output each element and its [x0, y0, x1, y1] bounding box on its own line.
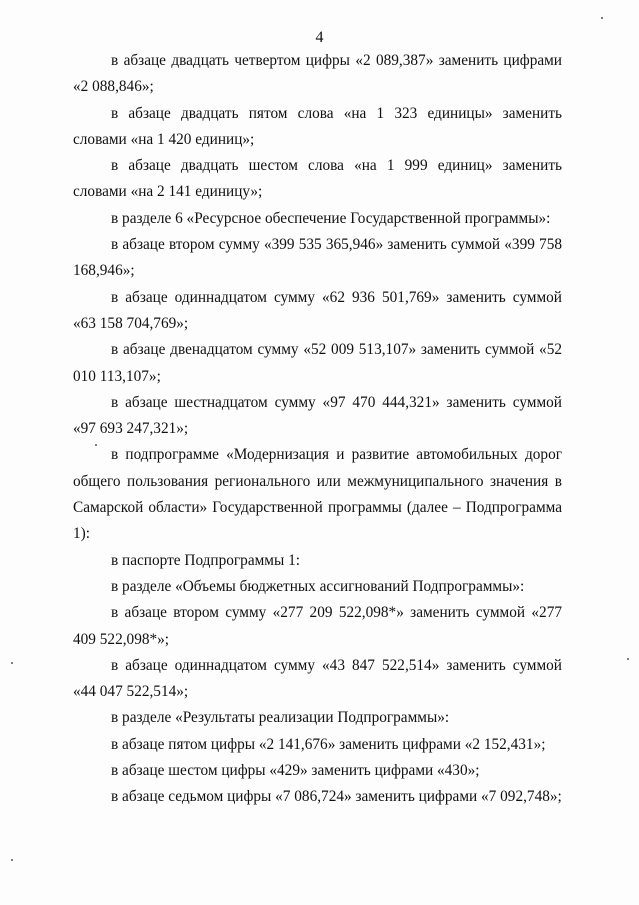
scan-speck [11, 859, 13, 861]
paragraph-12: в абзаце втором сумму «277 209 522,098*» заменить суммой «277 409 522,098*»; [73, 604, 562, 648]
paragraph-17: в абзаце седьмом цифры «7 086,724» заменить цифрами «7 092,748»; [111, 788, 562, 806]
page-number: 4 [315, 29, 324, 46]
paragraph-13: в абзаце одиннадцатом сумму «43 847 522,514» заменить суммой «44 047 522,514»; [73, 656, 562, 701]
paragraph-11: в разделе «Объемы бюджетных ассигнований Подпрограммы»: [111, 577, 525, 595]
paragraph-7: в абзаце двенадцатом сумму «52 009 513,107» заменить суммой «52 010 113,107»; [73, 341, 562, 385]
paragraph-6: в абзаце одиннадцатом сумму «62 936 501,769» заменить суммой «63 158 704,769»; [73, 288, 562, 332]
scan-speck [627, 658, 629, 660]
scan-speck [11, 662, 13, 664]
paragraph-1: в абзаце двадцать четвертом цифры «2 089,387» заменить цифрами «2 088,846»; [73, 52, 562, 96]
paragraph-15: в абзаце пятом цифры «2 141,676» заменить цифрами «2 152,431»; [111, 735, 546, 753]
paragraph-4: в разделе 6 «Ресурсное обеспечение Государственной программы»: [111, 209, 551, 227]
paragraph-2: в абзаце двадцать пятом слова «на 1 323 единицы» заменить словами «на 1 420 единиц»; [73, 104, 562, 148]
scan-speck [95, 444, 97, 446]
paragraph-8: в абзаце шестнадцатом сумму «97 470 444,321» заменить суммой «97 693 247,321»; [73, 393, 562, 438]
paragraph-14: в разделе «Результаты реализации Подпрограммы»: [111, 709, 450, 727]
paragraph-16: в абзаце шестом цифры «429» заменить цифрами «430»; [111, 762, 480, 780]
document-body [73, 48, 562, 811]
paragraph-9: в подпрограмме «Модернизация и развитие автомобильных дорог общего пользования регионального или межмуниципального значения в Самарской области» Государственной программы (далее – Подпрограмма 1): [73, 446, 562, 543]
paragraph-10: в паспорте Подпрограммы 1: [111, 551, 300, 569]
scan-speck [601, 17, 603, 19]
paragraph-5: в абзаце втором сумму «399 535 365,946» заменить суммой «399 758 168,946»; [73, 236, 562, 280]
paragraph-3: в абзаце двадцать шестом слова «на 1 999 единиц» заменить словами «на 2 141 единицу»; [73, 157, 562, 201]
